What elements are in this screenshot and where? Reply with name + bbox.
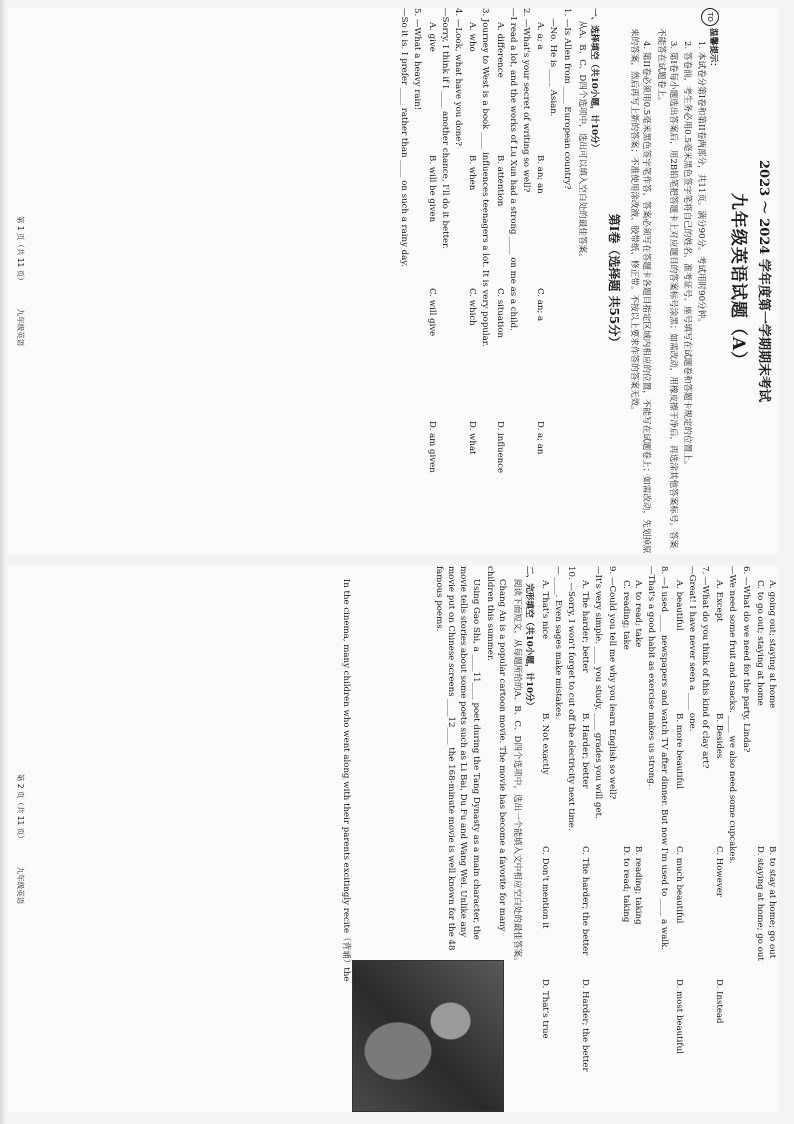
question-5 — [398, 8, 423, 554]
question-stem-line2: —Great! I have never seen a ____ one. — [686, 566, 697, 732]
option: B. attention — [494, 155, 505, 207]
part-heading — [523, 566, 535, 1112]
subject-label: 九年级英语 — [15, 866, 25, 905]
option: A. Except — [714, 580, 725, 622]
exam-title-line2: 九年级英语试题（A） — [727, 192, 748, 370]
question-9 — [579, 566, 618, 1112]
question-8 — [620, 566, 671, 1112]
notice-item: 4. 第II卷必须用0.5毫米黑色签字笔作答，答案必须写在答题卡各题目指定区域内相应的位置，不能写在试题卷上；如需改动，先划掉原来的答案，然后再写上新的答案；不准使用涂改液、胶带纸、修正带。不按以上要求作答的答案无效。 — [629, 28, 652, 554]
option: B. to stay at home; go out — [767, 846, 777, 959]
part-number: 二、 — [524, 566, 535, 584]
question-stem-line2: —No. He is ____ Asian. — [548, 18, 559, 117]
cloze-paragraph: In the cinema, many children who went along with their parents excitingly recite（背诵）the — [340, 578, 351, 982]
option: A. That's nice — [539, 580, 550, 640]
option: B. will be given — [426, 155, 437, 223]
question-stem: 9. —Could you tell me why you learn English so well? — [606, 566, 617, 800]
exam-page-2 — [8, 566, 778, 1112]
exam-title-line1: 2023 ～ 2024 学年度第一学期期末考试 — [756, 160, 771, 402]
option: D. what — [467, 421, 478, 455]
notice-block — [628, 8, 719, 554]
option: D. That's true — [539, 979, 550, 1039]
section-title: 第I卷（选择题 共55分） — [607, 213, 621, 349]
option: D. influence — [494, 421, 505, 474]
question-7 — [672, 566, 711, 1112]
question-stem: 1. —Is Allen from ____ European country? — [561, 8, 572, 190]
question-stem-line2: —I read a lot, and the works of Lu Xun had a strong ____ on me as a child. — [507, 8, 518, 331]
option: A. beautiful — [673, 580, 684, 631]
question-1 — [534, 8, 573, 554]
question-2 — [493, 8, 532, 554]
option: B. Harder; better — [580, 713, 591, 789]
page-footer — [14, 566, 25, 1112]
option: C. which — [467, 288, 478, 326]
option: A. going out; staying at home — [767, 580, 777, 709]
question-stem: 4. —Look, what have you done? — [452, 8, 463, 146]
question-stem: 6. —What do we need for the party, Linda? — [740, 566, 751, 753]
notice-heading: 温馨提示： — [708, 28, 719, 71]
option: A. to read; take — [632, 580, 643, 648]
part-title: 选择填空（共10小题，计10分） — [588, 25, 599, 153]
question-3 — [466, 8, 491, 554]
cloze-paragraph: Using Gao Shi, a ____11____ poet during the Tang Dynasty as a main character, the movie tells stories about some poets such as Li Bai, Du Fu and Wang Wei. Unlike any movie put on Chinese screens ____12____ the 168-minute movie is well known for the 48 famous poems. — [433, 566, 481, 951]
option: C. Don't mention it — [539, 846, 550, 929]
option: C. will give — [426, 288, 437, 337]
option: B. an; an — [535, 155, 546, 194]
part-heading — [588, 8, 600, 554]
option: C. situation — [494, 288, 505, 338]
movie-still-image — [352, 960, 504, 1112]
question-stem: 7. —What do you think of this kind of clay art? — [699, 566, 710, 769]
option: A. a; a — [535, 22, 546, 50]
question-stem-line2: —That's a good habit as exercise makes us strong. — [646, 566, 657, 787]
part-number: 一、 — [588, 8, 599, 26]
question-stem-line2: —We need some fruit and snacks. ____ we also need some cupcakes. — [727, 566, 738, 864]
school-logo-icon: TO — [701, 8, 719, 26]
option: C. to go out; staying at home — [754, 580, 765, 706]
question-stem-line2: —It's very simple. ____ you study, ____ grades you will get. — [593, 566, 604, 819]
option: C. The harder; the better — [580, 846, 591, 956]
part-title: 完形填空（共10小题，计10分） — [524, 583, 535, 711]
page-number: 第 1 页（共 11 页） — [15, 215, 25, 285]
question-stem: 8. —I used ____ newspapers and watch TV after dinner. But now I'm used to ____ a walk. — [659, 566, 670, 951]
scan-edge — [0, 0, 6, 1124]
option: D. staying at home; go out — [754, 846, 765, 961]
page-number: 第 2 页（共 11 页） — [15, 773, 25, 843]
subject-label: 九年级英语 — [15, 308, 25, 347]
part-instructions: 阅读下面短文，从每题所给的A、B、C、D四个选项中，选出一个能填入文中相应空白处的最佳答案。 — [512, 578, 523, 966]
exam-page-1 — [8, 8, 778, 554]
option: B. when — [467, 155, 478, 191]
option: B. Not exactly — [539, 713, 550, 775]
question-10 — [538, 566, 577, 1112]
question-stem: 3. Journey to West is a book ____ influences teenagers a lot. It is very popular. — [480, 8, 491, 347]
question-stem-line2: —So it is. I prefer ____ rather than ____ on such a rainy day. — [399, 8, 410, 267]
option: C. much beautiful — [673, 846, 684, 924]
question-6 — [713, 566, 752, 1112]
option: D. to read; taking — [620, 846, 631, 923]
option: C. However — [714, 846, 725, 897]
cloze-paragraph: Chang An is a popular cartoon movie. The movie has become a favorite for many children this summer. — [484, 566, 507, 932]
option: D. am given — [426, 421, 437, 473]
option: B. reading; taking — [632, 846, 643, 925]
notice-item: 1. 本试卷分第I卷和第II卷两部分，共11页。满分90分。考试用时90分钟。 — [696, 40, 707, 327]
option: D. Instead — [714, 979, 725, 1024]
notice-item: 3. 第I卷每小题选出答案后，用2B铅笔把答题卡上对应题目的答案标号涂黑；如需改动，用橡皮擦干净后，再选涂其他答案标号。答案不能答在试题卷上。 — [655, 28, 678, 549]
question-5-options — [754, 566, 778, 1112]
option: B. Besides — [714, 713, 725, 759]
option: B. more beautiful — [673, 713, 684, 789]
option: D. a; an — [535, 421, 546, 455]
question-4 — [425, 8, 464, 554]
option: A. difference — [494, 22, 505, 78]
option: A. who — [467, 22, 478, 52]
option: D. most beautiful — [673, 979, 684, 1054]
notice-item: 2. 答卷前，考生务必用0.5毫米黑色签字笔将自己的姓名、准考证号、座号填写在试题卷和答题卡规定的位置上。 — [682, 40, 693, 470]
option: C. reading; take — [620, 580, 631, 650]
part-instructions: 从A、B、C、D四个选项中，选出可以填入空白处的最佳答案。 — [576, 20, 587, 262]
cloze-passage — [352, 566, 508, 1112]
question-stem: 2. —What's your secret of writing so well? — [520, 8, 531, 193]
question-stem-line2: —Sorry, I think if I ____ another chance, I'll do it better. — [439, 8, 450, 250]
option: C. an; a — [535, 288, 546, 322]
question-stem: 5. —What a heavy rain! — [412, 8, 423, 111]
option: D. Harder; the better — [580, 979, 591, 1072]
page-footer — [14, 8, 25, 554]
option: A. The harder; better — [580, 580, 591, 673]
option: A. give — [426, 22, 437, 52]
question-stem: 10. —Sorry, I won't forget to cut off the electricity next time. — [565, 566, 576, 831]
question-stem-line2: — ____. Even sages make mistakes. — [552, 566, 563, 720]
